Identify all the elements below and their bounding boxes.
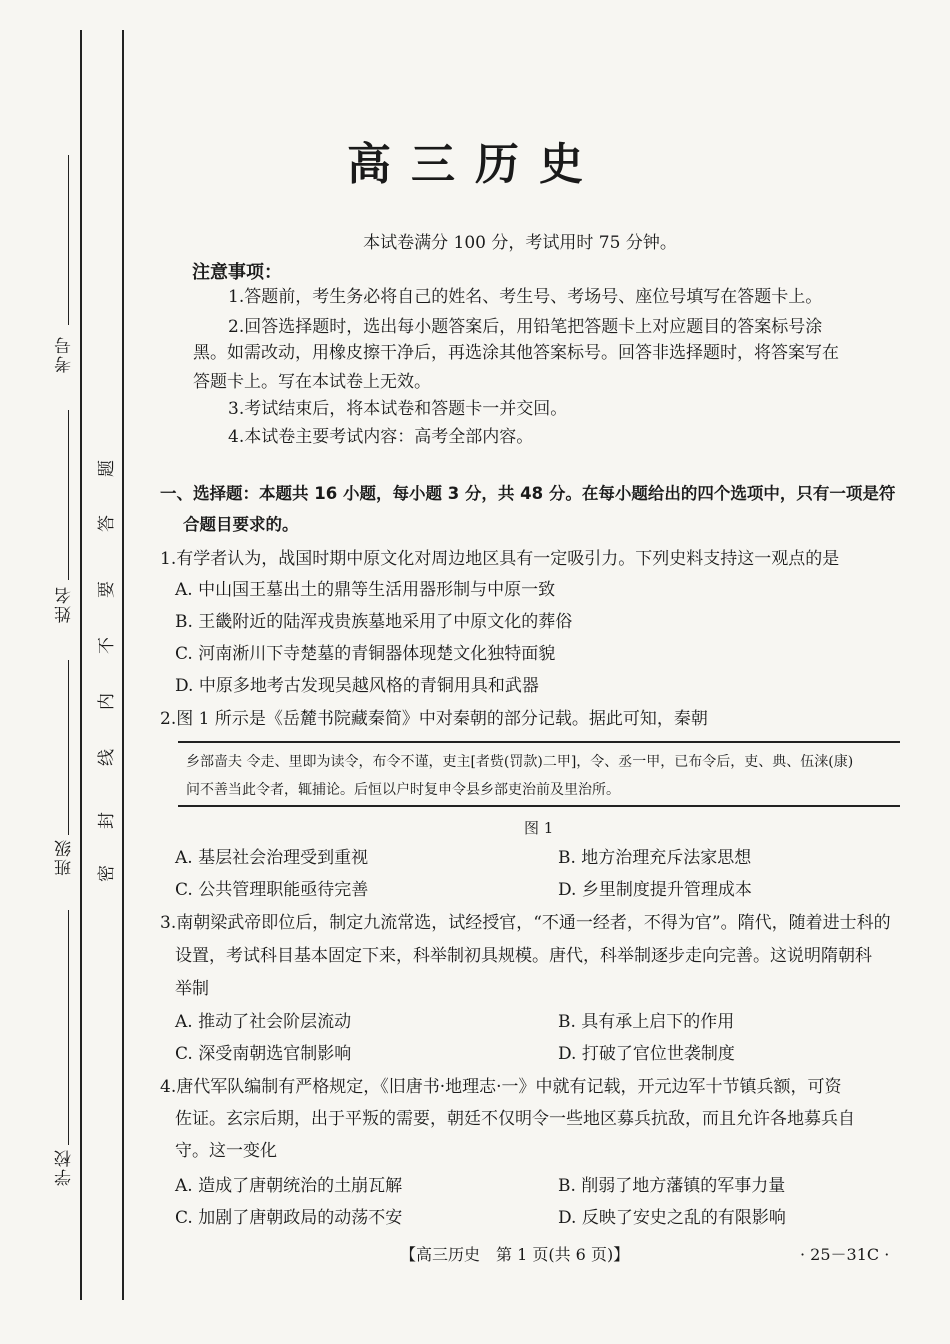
seal-char-feng: 封 (97, 812, 117, 829)
q3-stem-2: 设置，考试科目基本固定下来，科举制初具规模。唐代，科举制逐步走向完善。这说明隋朝科 (175, 946, 872, 966)
section-1-header-cont: 合题目要求的。 (183, 515, 299, 534)
notice-line-6: 4.本试卷主要考试内容：高考全部内容。 (228, 427, 534, 447)
notice-line-1: 1.答题前，考生务必将自己的姓名、考生号、考场号、座位号填写在答题卡上。 (228, 287, 823, 307)
q4-option-c: C. 加剧了唐朝政局的动荡不安 (175, 1208, 403, 1228)
q4-stem-2: 佐证。玄宗后期，出于平叛的需要，朝廷不仅明令一些地区募兵抗敌，而且允许各地募兵自 (175, 1109, 855, 1129)
q3-option-d: D. 打破了官位世袭制度 (558, 1044, 735, 1064)
binding-border-line-inner (122, 30, 124, 1300)
q3-stem-3: 举制 (175, 979, 209, 999)
q4-option-d: D. 反映了安史之乱的有限影响 (558, 1208, 786, 1228)
q4-option-a: A. 造成了唐朝统治的土崩瓦解 (175, 1176, 403, 1196)
q2-option-a: A. 基层社会治理受到重视 (175, 848, 369, 868)
q2-stem: 2.图 1 所示是《岳麓书院藏秦简》中对秦朝的部分记载。据此可知，秦朝 (160, 709, 708, 729)
field-label-name: 姓名 (55, 585, 75, 623)
field-line-school[interactable] (68, 910, 69, 1145)
q3-option-b: B. 具有承上启下的作用 (558, 1012, 735, 1032)
field-line-name[interactable] (68, 410, 69, 580)
seal-char-yao: 要 (97, 581, 117, 598)
notice-line-2: 2.回答选择题时，选出每小题答案后，用铅笔把答题卡上对应题目的答案标号涂 (228, 317, 823, 337)
q2-quote-box (178, 741, 900, 807)
q2-option-b: B. 地方治理充斥法家思想 (558, 848, 752, 868)
q1-stem: 1.有学者认为，战国时期中原文化对周边地区具有一定吸引力。下列史料支持这一观点的是 (160, 549, 840, 569)
field-label-school: 学校 (55, 1148, 75, 1186)
notice-line-3: 黑。如需改动，用橡皮擦干净后，再选涂其他答案标号。回答非选择题时，将答案写在 (193, 343, 839, 363)
q1-option-a: A. 中山国王墓出土的鼎等生活用器形制与中原一致 (175, 580, 556, 600)
q2-quote-line-2: 问不善当此令者，辄捕论。后恒以户时复申令县乡部吏治前及里治所。 (186, 782, 620, 798)
q2-option-c: C. 公共管理职能亟待完善 (175, 880, 369, 900)
q2-quote-line-1: 乡部啬夫 令走、里即为读令，布令不谨，吏主[者赀(罚款)二甲]，令、丞一甲，已布令后，吏、典、伍涞(康) (186, 754, 854, 770)
section-1-header: 一、选择题：本题共 16 小题，每小题 3 分，共 48 分。在每小题给出的四个选项中，只有一项是符 (160, 484, 896, 503)
q2-figure-caption: 图 1 (524, 819, 554, 837)
exam-intro: 本试卷满分 100 分，考试用时 75 分钟。 (363, 233, 677, 253)
page-title: 高三历史 (347, 139, 603, 190)
seal-char-da: 答 (97, 515, 117, 532)
notice-heading: 注意事项： (192, 262, 282, 283)
q2-option-d: D. 乡里制度提升管理成本 (558, 880, 752, 900)
notice-line-5: 3.考试结束后，将本试卷和答题卡一并交回。 (228, 399, 568, 419)
field-line-class[interactable] (68, 660, 69, 835)
q3-stem-1: 3.南朝梁武帝即位后，制定九流常选，试经授官，“不通一经者，不得为官”。隋代，随着进士科的 (160, 913, 891, 933)
binding-border-line-outer (80, 30, 82, 1300)
seal-char-bu: 不 (97, 637, 117, 654)
field-label-class: 班级 (55, 838, 75, 876)
footer-code: · 25－31C · (800, 1245, 890, 1264)
seal-char-xian: 线 (97, 749, 117, 766)
field-label-exam-number: 考号 (55, 335, 75, 373)
q3-option-a: A. 推动了社会阶层流动 (175, 1012, 352, 1032)
notice-line-4: 答题卡上。写在本试卷上无效。 (193, 372, 431, 392)
q4-stem-1: 4.唐代军队编制有严格规定，《旧唐书·地理志·一》中就有记载，开元边军十节镇兵额，可资 (160, 1077, 842, 1097)
seal-char-ti: 题 (97, 460, 117, 477)
q1-option-c: C. 河南淅川下寺楚墓的青铜器体现楚文化独特面貌 (175, 644, 556, 664)
q1-option-d: D. 中原多地考古发现吴越风格的青铜用具和武器 (175, 676, 539, 696)
q3-option-c: C. 深受南朝选官制影响 (175, 1044, 352, 1064)
seal-char-nei: 内 (97, 693, 117, 710)
q1-option-b: B. 王畿附近的陆浑戎贵族墓地采用了中原文化的葬俗 (175, 612, 573, 632)
q4-stem-3: 守。这一变化 (175, 1141, 277, 1161)
q4-option-b: B. 削弱了地方藩镇的军事力量 (558, 1176, 786, 1196)
footer-page-info: 【高三历史 第 1 页(共 6 页)】 (400, 1245, 630, 1264)
seal-char-mi: 密 (97, 865, 117, 882)
